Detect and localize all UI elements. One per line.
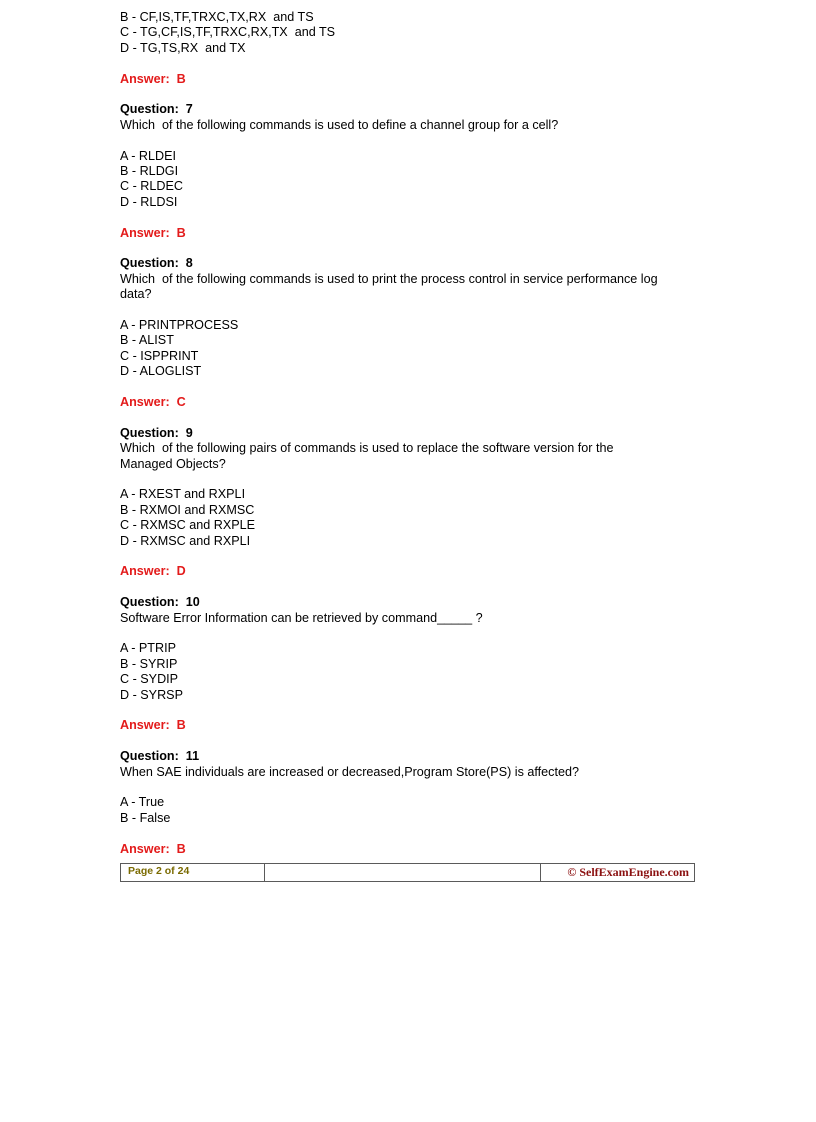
question-title: Question: 10	[120, 595, 200, 610]
option-text: D - ALOGLIST	[120, 364, 202, 379]
answer-label: Answer: B	[120, 841, 186, 856]
option-text: C - RLDEC	[120, 179, 183, 194]
question-title: Question: 11	[120, 749, 200, 764]
option-text: B - CF,IS,TF,TRXC,TX,RX and TS	[120, 10, 314, 24]
option-text: C - RXMSC and RXPLE	[120, 518, 256, 533]
question-text: Managed Objects?	[120, 456, 226, 471]
question-title: Question: 8	[120, 256, 193, 271]
option-text: A - PTRIP	[120, 641, 176, 656]
answer-label: Answer: B	[120, 225, 186, 240]
question-title: Question: 7	[120, 102, 193, 117]
option-text: B - RXMOI and RXMSC	[120, 502, 255, 517]
option-text: C - SYDIP	[120, 672, 179, 687]
question-text: Which of the following pairs of commands is used to replace the software version for the	[120, 441, 614, 456]
option-text: D - TG,TS,RX and TX	[120, 40, 246, 55]
answer-label: Answer: B	[120, 718, 186, 733]
question-text: Which of the following commands is used to define a channel group for a cell?	[120, 117, 559, 132]
page-number: Page 2 of 24	[128, 865, 190, 877]
option-text: B - SYRIP	[120, 656, 178, 671]
page-footer	[120, 863, 695, 882]
answer-label: Answer: D	[120, 564, 186, 579]
brand-link[interactable]: © SelfExamEngine.com	[567, 865, 689, 879]
option-text: A - RLDEI	[120, 148, 176, 163]
footer-page-cell	[121, 864, 265, 881]
option-text: B - RLDGI	[120, 164, 179, 179]
option-text: B - False	[120, 810, 171, 825]
footer-empty-cell	[265, 864, 541, 881]
option-text: C - ISPPRINT	[120, 348, 199, 363]
option-text: D - RLDSI	[120, 194, 178, 209]
option-text: A - RXEST and RXPLI	[120, 487, 246, 502]
option-text: B - ALIST	[120, 333, 174, 348]
question-text: When SAE individuals are increased or decreased,Program Store(PS) is affected?	[120, 764, 579, 779]
option-text: D - RXMSC and RXPLI	[120, 533, 251, 548]
footer-brand-cell	[541, 864, 694, 881]
question-text: Software Error Information can be retrieved by command_____ ?	[120, 610, 483, 625]
answer-label: Answer: B	[120, 71, 186, 86]
option-text: D - SYRSP	[120, 687, 183, 702]
option-text: A - PRINTPROCESS	[120, 318, 239, 333]
question-text: data?	[120, 287, 152, 302]
question-title: Question: 9	[120, 425, 193, 440]
answer-label: Answer: C	[120, 395, 186, 410]
option-text: C - TG,CF,IS,TF,TRXC,RX,TX and TS	[120, 25, 336, 40]
option-text: A - True	[120, 795, 165, 810]
question-text: Which of the following commands is used to print the process control in service performance log	[120, 271, 658, 286]
document-body	[120, 10, 700, 857]
